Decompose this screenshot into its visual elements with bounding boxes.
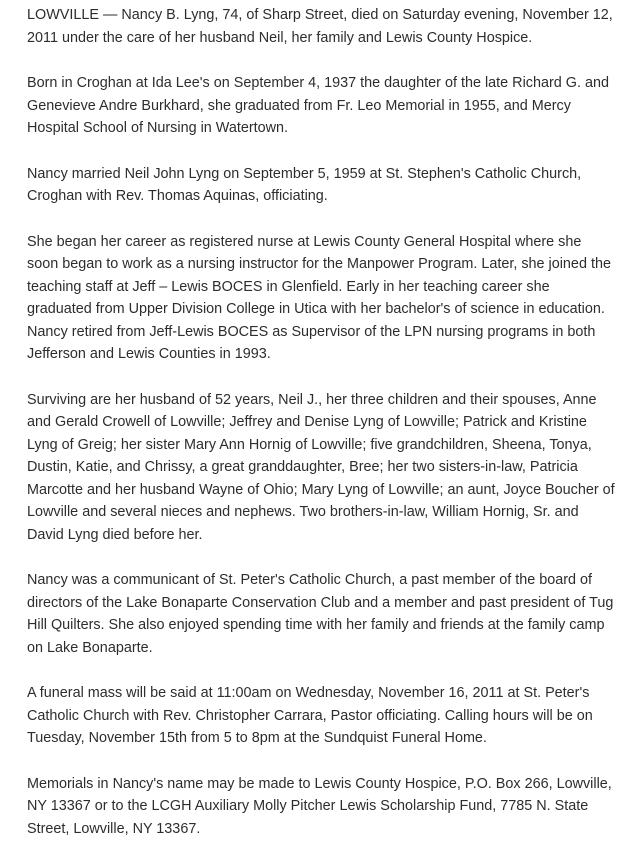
paragraph-death-notice: LOWVILLE — Nancy B. Lyng, 74, of Sharp Street, died on Saturday evening, November 12, 2011 under the care of her husband Neil, her family and Lewis County Hospice. (27, 7, 613, 46)
paragraph-survivors: Surviving are her husband of 52 years, Neil J., her three children and their spouses, Anne and Gerald Crowell of Lowville; Jeffrey and Denise Lyng of Lowville; Patrick and Kristine Lyng of Greig; her sister Mary Ann Hornig of Lowville; five grandchildren, Sheena, Tonya, Dustin, Katie, and Chrissy, a great granddaughter, Bree; her two sisters-in-law, Patricia Marcotte and her husband Wayne of Ohio; Mary Lyng of Lowville; an aunt, Joyce Boucher of Lowville and several nieces and nephews. Two brothers-in-law, William Hornig, Sr. and David Lyng died before her. (27, 391, 615, 543)
paragraph-marriage: Nancy married Neil John Lyng on September 5, 1959 at St. Stephen's Catholic Church, Croghan with Rev. Thomas Aquinas, officiating. (27, 165, 582, 204)
paragraph-funeral-mass: A funeral mass will be said at 11:00am on Wednesday, November 16, 2011 at St. Peter's Catholic Church with Rev. Christopher Carrara, Pastor officiating. Calling hours will be on Tuesday, November 15th from 5 to 8pm at the Sundquist Funeral Home. (27, 685, 593, 746)
paragraph-birth-education: Born in Croghan at Ida Lee's on September 4, 1937 the daughter of the late Richard G. and Genevieve Andre Burkhard, she graduated from Fr. Leo Memorial in 1955, and Mercy Hospital School of Nursing in Watertown. (27, 75, 609, 136)
paragraph-community: Nancy was a communicant of St. Peter's Catholic Church, a past member of the board of directors of the Lake Bonaparte Conservation Club and a member and past president of Tug Hill Quilters. She also enjoyed spending time with her family and friends at the family camp on Lake Bonaparte. (27, 572, 614, 656)
paragraph-career: She began her career as registered nurse at Lewis County General Hospital where she soon began to work as a nursing instructor for the Manpower Program. Later, she joined the teaching staff at Jeff – Lewis BOCES in Glenfield. Early in her teaching career she graduated from Upper Division College in Utica with her bachelor's of science in education. Nancy retired from Jeff-Lewis BOCES as Supervisor of the LPN nursing programs in both Jefferson and Lewis Counties in 1993. (27, 233, 611, 362)
paragraph-memorials: Memorials in Nancy's name may be made to Lewis County Hospice, P.O. Box 266, Lowville, NY 13367 or to the LCGH Auxiliary Molly Pitcher Lewis Scholarship Fund, 7785 N. State Street, Lowville, NY 13367. (27, 775, 612, 837)
